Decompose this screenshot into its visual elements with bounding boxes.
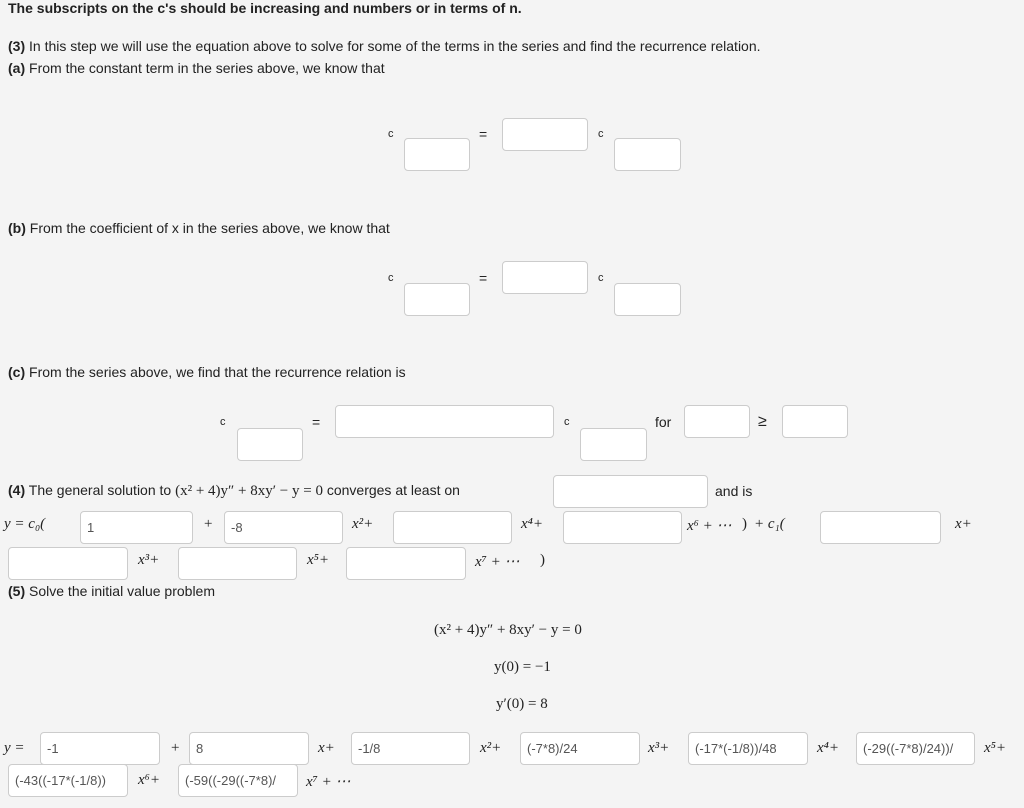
part-b-rhs-subscript-input[interactable]: [614, 283, 681, 316]
c0-term-input[interactable]: [80, 511, 193, 544]
step-label: (5): [8, 583, 26, 599]
part-a-lhs-subscript-input[interactable]: [404, 138, 470, 171]
interval-of-convergence-input[interactable]: [553, 475, 708, 508]
x6-term: x⁶ + ⋯: [687, 518, 732, 534]
ivp-x7-coefficient-input[interactable]: [178, 764, 298, 797]
recurrence-index-input[interactable]: [684, 405, 750, 438]
recurrence-coefficient-input[interactable]: [335, 405, 554, 438]
and-is-label: and is: [715, 483, 753, 499]
part-b-text: [8, 220, 390, 236]
part-label: (a): [8, 60, 26, 76]
part-c-text: [8, 364, 406, 380]
step3-text: [8, 38, 761, 54]
part-b-coefficient-input[interactable]: [502, 261, 588, 294]
c1-x7-coefficient-input[interactable]: [346, 547, 466, 580]
ivp-x3-coefficient-input[interactable]: [520, 732, 640, 765]
x-term: x+: [955, 516, 972, 532]
c0-x2-coefficient-input[interactable]: [224, 511, 343, 544]
part-a-rhs-subscript-input[interactable]: [614, 138, 681, 171]
x-term: x+: [318, 740, 335, 756]
part-a-coefficient-input[interactable]: [502, 118, 588, 151]
part-text: From the constant term in the series above, we know that: [29, 60, 385, 76]
c-label: c: [388, 272, 394, 284]
step-text: Solve the initial value problem: [29, 583, 216, 599]
recurrence-lower-bound-input[interactable]: [782, 405, 848, 438]
plus-sign: +: [204, 516, 213, 532]
recurrence-lhs-subscript-input[interactable]: [237, 428, 303, 461]
equals-sign: =: [479, 126, 488, 142]
step4-text: [8, 482, 460, 500]
c1-x5-coefficient-input[interactable]: [178, 547, 297, 580]
x4-term: x⁴+: [817, 740, 839, 756]
y-label: y =: [4, 740, 25, 756]
x5-term: x⁵+: [984, 740, 1006, 756]
c1-label: + c₁(: [754, 516, 785, 532]
heading: The subscripts on the c's should be increasing and numbers or in terms of n.: [8, 0, 522, 16]
part-b-lhs-subscript-input[interactable]: [404, 283, 470, 316]
step5-text: [8, 583, 215, 599]
step-label: (4): [8, 482, 26, 498]
close-paren: ): [540, 552, 545, 568]
x6-term: x⁶+: [138, 772, 160, 788]
ivp-initial-y: y(0) = −1: [494, 659, 551, 675]
ivp-x4-coefficient-input[interactable]: [688, 732, 808, 765]
x7-term: x⁷ + ⋯: [306, 774, 351, 790]
c-label: c: [598, 128, 604, 140]
ode-equation: (x² + 4)y″ + 8xy′ − y = 0: [175, 483, 323, 499]
c-label: c: [598, 272, 604, 284]
step-text: converges at least on: [326, 482, 460, 498]
y-c0-label: y = c₀(: [4, 516, 46, 532]
ivp-x6-coefficient-input[interactable]: [8, 764, 128, 797]
geq-sign: ≥: [758, 413, 767, 430]
x3-term: x³+: [648, 740, 670, 756]
c0-x6-coefficient-input[interactable]: [563, 511, 682, 544]
x5-term: x⁵+: [307, 552, 329, 568]
ivp-constant-input[interactable]: [40, 732, 160, 765]
ivp-x2-coefficient-input[interactable]: [351, 732, 470, 765]
equals-sign: =: [312, 414, 321, 430]
plus-sign: +: [171, 740, 180, 756]
step-text: In this step we will use the equation above to solve for some of the terms in the series and find the recurrence relation.: [29, 38, 761, 54]
ivp-initial-yprime: y′(0) = 8: [496, 696, 548, 712]
part-label: (c): [8, 364, 26, 380]
c-label: c: [564, 416, 570, 428]
step-text: The general solution to: [28, 482, 172, 498]
x4-term: x⁴+: [521, 516, 543, 532]
part-text: From the coefficient of x in the series above, we know that: [29, 220, 390, 236]
close-paren: ): [742, 516, 747, 532]
x3-term: x³+: [138, 552, 160, 568]
c1-x-coefficient-input[interactable]: [820, 511, 941, 544]
step-label: (3): [8, 38, 26, 54]
x7-term: x⁷ + ⋯: [475, 554, 520, 570]
c0-x4-coefficient-input[interactable]: [393, 511, 512, 544]
recurrence-rhs-subscript-input[interactable]: [580, 428, 647, 461]
ivp-x-coefficient-input[interactable]: [189, 732, 309, 765]
part-text: From the series above, we find that the recurrence relation is: [29, 364, 406, 380]
c1-x3-coefficient-input[interactable]: [8, 547, 128, 580]
part-label: (b): [8, 220, 26, 236]
x2-term: x²+: [480, 740, 502, 756]
c-label: c: [220, 416, 226, 428]
for-label: for: [655, 414, 672, 430]
ivp-x5-coefficient-input[interactable]: [856, 732, 975, 765]
c-label: c: [388, 128, 394, 140]
equals-sign: =: [479, 270, 488, 286]
ivp-equation: (x² + 4)y″ + 8xy′ − y = 0: [434, 622, 582, 638]
part-a-text: [8, 60, 385, 76]
x2-term: x²+: [352, 516, 374, 532]
